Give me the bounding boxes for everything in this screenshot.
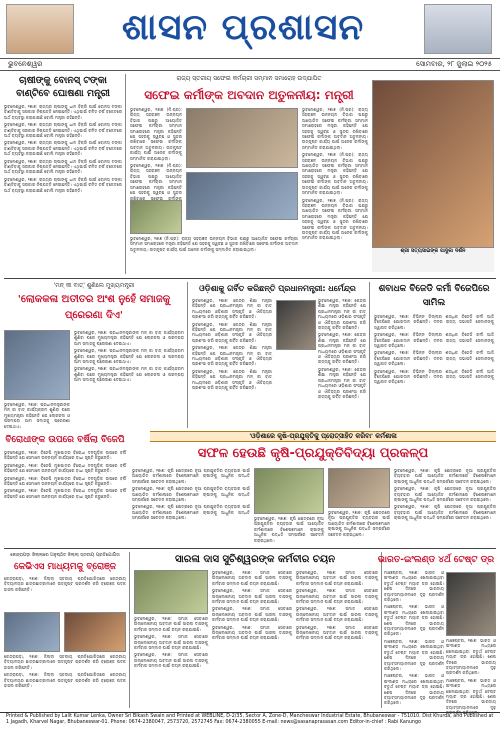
mid-center-body: ଭୁବନେଶ୍ୱର, ୨୭ା୭: କେନ୍ଦ୍ର ଶିକ୍ଷା ମନ୍ତ୍ରୀ କହିଛନ୍ତି ଯେ ପ୍ରଧାନମନ୍ତ୍ରୀ ମନ୍ କୀ ବାତ୍ ମାଧ୍ୟମରେ ଓଡ଼ିଶାର ସଂସ୍କୃତି ଓ ଐତିହ୍ୟର ପ୍ରଶଂସା କରି ରାଜ୍ୟକୁ ଗର୍ବିତ କରିଛନ୍ତି। ଭୁବନେଶ୍ୱର, ୨୭ା୭: କେନ୍ଦ୍ର ଶିକ୍ଷା ମନ୍ତ୍ରୀ କହିଛନ୍ତି ଯେ ପ୍ରଧାନମନ୍ତ୍ରୀ ମନ୍ କୀ ବାତ୍ ମାଧ୍ୟମରେ ଓଡ଼ିଶାର ସଂସ୍କୃତି ଓ ଐତିହ୍ୟର ପ୍ରଶଂସା କରି ରାଜ୍ୟକୁ ଗର୍ବିତ କରିଛନ୍ତି। ଭୁବନେଶ୍ୱର, ୨୭ା୭: କେନ୍ଦ୍ର ଶିକ୍ଷା ମନ୍ତ୍ରୀ କହିଛନ୍ତି ଯେ ପ୍ରଧାନମନ୍ତ୍ରୀ ମନ୍ କୀ ବାତ୍ ମାଧ୍ୟମରେ ଓଡ଼ିଶାର ସଂସ୍କୃତି ଓ ଐତିହ୍ୟର ପ୍ରଶଂସା କରି ରାଜ୍ୟକୁ ଗର୍ବିତ କରିଛନ୍ତି। ଭୁବନେଶ୍ୱର, ୨୭ା୭: କେନ୍ଦ୍ର ଶିକ୍ଷା ମନ୍ତ୍ରୀ କହିଛନ୍ତି ଯେ ପ୍ରଧାନମନ୍ତ୍ରୀ ମନ୍ କୀ ବାତ୍ ମାଧ୍ୟମରେ ଓଡ଼ିଶାର ସଂସ୍କୃତି ଓ ଐତିହ୍ୟର ପ୍ରଶଂସା କରି ରାଜ୍ୟକୁ ଗର୍ବିତ କରିଛନ୍ତି। [192,298,272,391]
lead-kicker: ରାଜ୍ୟ ସ୍ତରୀୟ ସଫେଇ କର୍ମଚାରୀ ସମ୍ମାନ ସମାରୋହ ଉଦ୍‌ଯାପିତ [176,75,322,82]
bottom-right-body-2: ମାଞ୍ଚେଷ୍ଟର, ୨୭ା୭: ଭାରତ ଓ ଇଂଲଣ୍ଡ ମଧ୍ୟରେ ଖେଳାଯାଇଥିବା ଚତୁର୍ଥ ଟେଷ୍ଟ ମ୍ୟାଚ ଡ୍ର ହୋଇଛି। ଶେଷ ଦିନରେ ଭାରତୀୟ ବ୍ୟାଟ୍ସମ୍ୟାନମାନେ ଦୃଢ଼ ପ୍ରଦର୍ଶନ କରିଥିଲେ। ମାଞ୍ଚେଷ୍ଟର, ୨୭ା୭: ଭାରତ ଓ ଇଂଲଣ୍ଡ ମଧ୍ୟରେ ଖେଳାଯାଇଥିବା ଚତୁର୍ଥ ଟେଷ୍ଟ ମ୍ୟାଚ ଡ୍ର ହୋଇଛି। ଶେଷ ଦିନରେ ଭାରତୀୟ ବ୍ୟାଟ୍ସମ୍ୟାନମାନେ ଦୃଢ଼ ପ୍ରଦର୍ଶନ କରିଥିଲେ। [446,638,496,716]
masthead-portrait-left [6,4,74,54]
column-rule [129,552,130,708]
mid-left-body-2: ଭୁବନେଶ୍ୱର, ୨୭ା୭: ପ୍ରଧାନମନ୍ତ୍ରୀଙ୍କ ମନ୍ କୀ ବାତ୍ କାର୍ଯ୍ୟକ୍ରମ ଶୁଣିବା ପରେ ମୁଖ୍ୟମନ୍ତ୍ରୀ କହିଛନ୍ତି ଯେ ଲୋକକଳା ଓ ପରମ୍ପରା ଆମ ସମାଜକୁ ପ୍ରେରଣା ଦେଇଥାଏ। [4,402,70,429]
left-top-headline: ଚାଷୀଙ୍କୁ ବୋନସ୍ ଟଙ୍କା ବାଣ୍ଟିବେ ଘୋଷଣା ମନ୍ତ୍ରୀ [16,75,110,99]
masthead [0,0,500,58]
bottom-left-kicker: କେନ୍ଦ୍ରାପଡ଼ା ଜିଲ୍ଲାରେ ଅନୁଷ୍ଠିତ ଜିଲ୍ଲା ସ୍ତରୀୟ ପ୍ରତିଯୋଗିତା [10,553,120,558]
tech-body-2: ଭୁବନେଶ୍ୱର, ୨୭ା୭: କୃଷି କ୍ଷେତ୍ରରେ ନୂଆ ପ୍ରଯୁକ୍ତିର ବ୍ୟବହାର ପାଇଁ ଆୟୋଜିତ କର୍ମଶାଳାରେ ବିଶେଷଜ୍ଞମାନେ ଚାଷୀଙ୍କୁ ଆଧୁନିକ ପଦ୍ଧତି ସମ୍ପର୍କରେ ସଚେତନ କରାଇଥିଲେ। [254,516,324,543]
cricket-photo [446,572,496,636]
column-rule [125,74,126,274]
tech-photo-2 [328,468,390,508]
tech-body-3: ଭୁବନେଶ୍ୱର, ୨୭ା୭: କୃଷି କ୍ଷେତ୍ରରେ ନୂଆ ପ୍ରଯୁକ୍ତିର ବ୍ୟବହାର ପାଇଁ ଆୟୋଜିତ କର୍ମଶାଳାରେ ବିଶେଷଜ୍ଞମାନେ ଚାଷୀଙ୍କୁ ଆଧୁନିକ ପଦ୍ଧତି ସମ୍ପର୍କରେ ସଚେତନ କରାଇଥିଲେ। [328,510,390,537]
bottom-left-photo-1 [4,612,60,652]
mid-left-body: ଭୁବନେଶ୍ୱର, ୨୭ା୭: ପ୍ରଧାନମନ୍ତ୍ରୀଙ୍କ ମନ୍ କୀ ବାତ୍ କାର୍ଯ୍ୟକ୍ରମ ଶୁଣିବା ପରେ ମୁଖ୍ୟମନ୍ତ୍ରୀ କହିଛନ୍ତି ଯେ ଲୋକକଳା ଓ ପରମ୍ପରା ଆମ ସମାଜକୁ ପ୍ରେରଣା ଦେଇଥାଏ। ଭୁବନେଶ୍ୱର, ୨୭ା୭: ପ୍ରଧାନମନ୍ତ୍ରୀଙ୍କ ମନ୍ କୀ ବାତ୍ କାର୍ଯ୍ୟକ୍ରମ ଶୁଣିବା ପରେ ମୁଖ୍ୟମନ୍ତ୍ରୀ କହିଛନ୍ତି ଯେ ଲୋକକଳା ଓ ପରମ୍ପରା ଆମ ସମାଜକୁ ପ୍ରେରଣା ଦେଇଥାଏ। ଭୁବନେଶ୍ୱର, ୨୭ା୭: ପ୍ରଧାନମନ୍ତ୍ରୀଙ୍କ ମନ୍ କୀ ବାତ୍ କାର୍ଯ୍ୟକ୍ରମ ଶୁଣିବା ପରେ ମୁଖ୍ୟମନ୍ତ୍ରୀ କହିଛନ୍ତି ଯେ ଲୋକକଳା ଓ ପରମ୍ପରା ଆମ ସମାଜକୁ ପ୍ରେରଣା ଦେଇଥାଏ। [74,330,184,383]
mid-left-photo [4,330,70,400]
column-rule [187,282,188,428]
newspaper-title: ଶାସନ ପ୍ରଶାସନ [121,6,365,48]
mid-center-body-2: ଭୁବନେଶ୍ୱର, ୨୭ା୭: କେନ୍ଦ୍ର ଶିକ୍ଷା ମନ୍ତ୍ରୀ କହିଛନ୍ତି ଯେ ପ୍ରଧାନମନ୍ତ୍ରୀ ମନ୍ କୀ ବାତ୍ ମାଧ୍ୟମରେ ଓଡ଼ିଶାର ସଂସ୍କୃତି ଓ ଐତିହ୍ୟର ପ୍ରଶଂସା କରି ରାଜ୍ୟକୁ ଗର୍ବିତ କରିଛନ୍ତି। ଭୁବନେଶ୍ୱର, ୨୭ା୭: କେନ୍ଦ୍ର ଶିକ୍ଷା ମନ୍ତ୍ରୀ କହିଛନ୍ତି ଯେ ପ୍ରଧାନମନ୍ତ୍ରୀ ମନ୍ କୀ ବାତ୍ ମାଧ୍ୟମରେ ଓଡ଼ିଶାର ସଂସ୍କୃତି ଓ ଐତିହ୍ୟର ପ୍ରଶଂସା କରି ରାଜ୍ୟକୁ ଗର୍ବିତ କରିଛନ୍ତି। ଭୁବନେଶ୍ୱର, ୨୭ା୭: କେନ୍ଦ୍ର ଶିକ୍ଷା ମନ୍ତ୍ରୀ କହିଛନ୍ତି ଯେ ପ୍ରଧାନମନ୍ତ୍ରୀ ମନ୍ କୀ ବାତ୍ ମାଧ୍ୟମରେ ଓଡ଼ିଶାର ସଂସ୍କୃତି ଓ ଐତିହ୍ୟର ପ୍ରଶଂସା କରି ରାଜ୍ୟକୁ ଗର୍ବିତ କରିଛନ୍ତି। [318,298,366,399]
bottom-right-headline: ଭାରତ-ଇଂଲଣ୍ଡ ୪ର୍ଥ ଟେଷ୍ଟ ଡ୍ର [377,555,495,565]
tech-body-4: ଭୁବନେଶ୍ୱର, ୨୭ା୭: କୃଷି କ୍ଷେତ୍ରରେ ନୂଆ ପ୍ରଯୁକ୍ତିର ବ୍ୟବହାର ପାଇଁ ଆୟୋଜିତ କର୍ମଶାଳାରେ ବିଶେଷଜ୍ଞମାନେ ଚାଷୀଙ୍କୁ ଆଧୁନିକ ପଦ୍ଧତି ସମ୍ପର୍କରେ ସଚେତନ କରାଇଥିଲେ। ଭୁବନେଶ୍ୱର, ୨୭ା୭: କୃଷି କ୍ଷେତ୍ରରେ ନୂଆ ପ୍ରଯୁକ୍ତିର ବ୍ୟବହାର ପାଇଁ ଆୟୋଜିତ କର୍ମଶାଳାରେ ବିଶେଷଜ୍ଞମାନେ ଚାଷୀଙ୍କୁ ଆଧୁନିକ ପଦ୍ଧତି ସମ୍ପର୍କରେ ସଚେତନ କରାଇଥିଲେ। ଭୁବନେଶ୍ୱର, ୨୭ା୭: କୃଷି କ୍ଷେତ୍ରରେ ନୂଆ ପ୍ରଯୁକ୍ତିର ବ୍ୟବହାର ପାଇଁ ଆୟୋଜିତ କର୍ମଶାଳାରେ ବିଶେଷଜ୍ଞମାନେ ଚାଷୀଙ୍କୁ ଆଧୁନିକ ପଦ୍ଧତି ସମ୍ପର୍କରେ ସଚେତନ କରାଇଥିଲେ। [394,468,496,521]
dateline-date: ସୋମବାର, ୨୮ ଜୁଲାଇ ୨୦୨୫ [416,60,492,68]
left-top-body: ଭୁବନେଶ୍ୱର, ୨୭ା୭: ରାଜ୍ୟର ଚାଷୀଙ୍କୁ ଧାନ ବିକ୍ରି ପାଇଁ ବୋନସ୍ ଟଙ୍କା ବାଣ୍ଟିବାକୁ ସରକାର ନିଷ୍ପତ୍ତି ନେଇଛନ୍ତି। ଏଥିପାଇଁ ଚଳିତ ବର୍ଷ ବଜେଟରେ ଅର୍ଥ ବ୍ୟବସ୍ଥା କରାଯାଇଛି ବୋଲି ମନ୍ତ୍ରୀ କହିଛନ୍ତି। ଭୁବନେଶ୍ୱର, ୨୭ା୭: ରାଜ୍ୟର ଚାଷୀଙ୍କୁ ଧାନ ବିକ୍ରି ପାଇଁ ବୋନସ୍ ଟଙ୍କା ବାଣ୍ଟିବାକୁ ସରକାର ନିଷ୍ପତ୍ତି ନେଇଛନ୍ତି। ଏଥିପାଇଁ ଚଳିତ ବର୍ଷ ବଜେଟରେ ଅର୍ଥ ବ୍ୟବସ୍ଥା କରାଯାଇଛି ବୋଲି ମନ୍ତ୍ରୀ କହିଛନ୍ତି। ଭୁବନେଶ୍ୱର, ୨୭ା୭: ରାଜ୍ୟର ଚାଷୀଙ୍କୁ ଧାନ ବିକ୍ରି ପାଇଁ ବୋନସ୍ ଟଙ୍କା ବାଣ୍ଟିବାକୁ ସରକାର ନିଷ୍ପତ୍ତି ନେଇଛନ୍ତି। ଏଥିପାଇଁ ଚଳିତ ବର୍ଷ ବଜେଟରେ ଅର୍ଥ ବ୍ୟବସ୍ଥା କରାଯାଇଛି ବୋଲି ମନ୍ତ୍ରୀ କହିଛନ୍ତି। ଭୁବନେଶ୍ୱର, ୨୭ା୭: ରାଜ୍ୟର ଚାଷୀଙ୍କୁ ଧାନ ବିକ୍ରି ପାଇଁ ବୋନସ୍ ଟଙ୍କା ବାଣ୍ଟିବାକୁ ସରକାର ନିଷ୍ପତ୍ତି ନେଇଛନ୍ତି। ଏଥିପାଇଁ ଚଳିତ ବର୍ଷ ବଜେଟରେ ଅର୍ଥ ବ୍ୟବସ୍ଥା କରାଯାଇଛି ବୋଲି ମନ୍ତ୍ରୀ କହିଛନ୍ତି। ଭୁବନେଶ୍ୱର, ୨୭ା୭: ରାଜ୍ୟର ଚାଷୀଙ୍କୁ ଧାନ ବିକ୍ରି ପାଇଁ ବୋନସ୍ ଟଙ୍କା ବାଣ୍ଟିବାକୁ ସରକାର ନିଷ୍ପତ୍ତି ନେଇଛନ୍ତି। ଏଥିପାଇଁ ଚଳିତ ବର୍ଷ ବଜେଟରେ ଅର୍ଥ ବ୍ୟବସ୍ଥା କରାଯାଇଛି ବୋଲି ମନ୍ତ୍ରୀ କହିଛନ୍ତି। [4,104,122,193]
left-mid2-headline: ବିରୋଧୀଙ୍କ ଉପରେ ବର୍ଷିଲା ବିଜେପି [5,435,125,445]
tech-body-1: ଭୁବନେଶ୍ୱର, ୨୭ା୭: କୃଷି କ୍ଷେତ୍ରରେ ନୂଆ ପ୍ରଯୁକ୍ତିର ବ୍ୟବହାର ପାଇଁ ଆୟୋଜିତ କର୍ମଶାଳାରେ ବିଶେଷଜ୍ଞମାନେ ଚାଷୀଙ୍କୁ ଆଧୁନିକ ପଦ୍ଧତି ସମ୍ପର୍କରେ ସଚେତନ କରାଇଥିଲେ। ଭୁବନେଶ୍ୱର, ୨୭ା୭: କୃଷି କ୍ଷେତ୍ରରେ ନୂଆ ପ୍ରଯୁକ୍ତିର ବ୍ୟବହାର ପାଇଁ ଆୟୋଜିତ କର୍ମଶାଳାରେ ବିଶେଷଜ୍ଞମାନେ ଚାଷୀଙ୍କୁ ଆଧୁନିକ ପଦ୍ଧତି ସମ୍ପର୍କରେ ସଚେତନ କରାଇଥିଲେ। ଭୁବନେଶ୍ୱର, ୨୭ା୭: କୃଷି କ୍ଷେତ୍ରରେ ନୂଆ ପ୍ରଯୁକ୍ତିର ବ୍ୟବହାର ପାଇଁ ଆୟୋଜିତ କର୍ମଶାଳାରେ ବିଶେଷଜ୍ଞମାନେ ଚାଷୀଙ୍କୁ ଆଧୁନିକ ପଦ୍ଧତି ସମ୍ପର୍କରେ ସଚେତନ କରାଇଥିଲେ। [132,468,250,521]
mid-center-headline: ଓଡ଼ିଶାକୁ ଗର୍ବିତ କରିଛନ୍ତି ପ୍ରଧାନମନ୍ତ୍ରୀ: ଧର୍ମେନ୍ଦ୍ର [199,284,356,293]
lead-body-bottom: ଭୁବନେଶ୍ୱର, ୨୭ା୭ (ନି.ପ୍ର): ରାଜ୍ୟ ସହରାଞ୍ଚଳ ଉନ୍ନୟନ ବିଭାଗ ପକ୍ଷରୁ ଆୟୋଜିତ ସଫେଇ କର୍ମଚାରୀ ସମ୍ମାନ ସମାରୋହରେ ମନ୍ତ୍ରୀ କହିଛନ୍ତି ଯେ ସହରକୁ ସ୍ୱଚ୍ଛ ଓ ସୁନ୍ଦର ରଖିବାରେ ସଫେଇ କର୍ମୀଙ୍କ ଅବଦାନ ଅତୁଳନୀୟ। ଉତ୍କୃଷ୍ଟ କାର୍ଯ୍ୟ ପାଇଁ ଅନେକ କର୍ମୀଙ୍କୁ ସମ୍ମାନିତ କରାଯାଇଥିଲା। [130,236,298,252]
bottom-center-body-1: ଭୁବନେଶ୍ୱର, ୨୭ା୭: ସମାଜ ସେବାରେ ଉଲ୍ଲେଖନୀୟ ଅବଦାନ ପାଇଁ ସାରଳା ଦାସଙ୍କୁ କର୍ମବୀର ସମ୍ମାନ ପାଇଁ ଚୟନ କରାଯାଇଛି। ଭୁବନେଶ୍ୱର, ୨୭ା୭: ସମାଜ ସେବାରେ ଉଲ୍ଲେଖନୀୟ ଅବଦାନ ପାଇଁ ସାରଳା ଦାସଙ୍କୁ କର୍ମବୀର ସମ୍ମାନ ପାଇଁ ଚୟନ କରାଯାଇଛି। ଭୁବନେଶ୍ୱର, ୨୭ା୭: ସମାଜ ସେବାରେ ଉଲ୍ଲେଖନୀୟ ଅବଦାନ ପାଇଁ ସାରଳା ଦାସଙ୍କୁ କର୍ମବୀର ସମ୍ମାନ ପାଇଁ ଚୟନ କରାଯାଇଛି। [134,616,208,669]
tech-headline: ସଫଳ ହେଉଛି କୃଷି-ପ୍ରଯୁକ୍ତିବିଦ୍ୟା ପ୍ରକଳ୍ପ [197,446,429,461]
mid-right-body: ଭୁବନେଶ୍ୱର, ୨୭ା୭: ବିଭିନ୍ନ ଜିଲ୍ଲାର ଶତାଧିକ ବିଜେଡି କର୍ମୀ ଆଜି ବିଜେପିରେ ଯୋଗଦାନ କରିଛନ୍ତି। ଦଳର ରାଜ୍ୟ ସଭାପତି ସେମାନଙ୍କୁ ସ୍ୱାଗତ କରିଥିଲେ। ଭୁବନେଶ୍ୱର, ୨୭ା୭: ବିଭିନ୍ନ ଜିଲ୍ଲାର ଶତାଧିକ ବିଜେଡି କର୍ମୀ ଆଜି ବିଜେପିରେ ଯୋଗଦାନ କରିଛନ୍ତି। ଦଳର ରାଜ୍ୟ ସଭାପତି ସେମାନଙ୍କୁ ସ୍ୱାଗତ କରିଥିଲେ। ଭୁବନେଶ୍ୱର, ୨୭ା୭: ବିଭିନ୍ନ ଜିଲ୍ଲାର ଶତାଧିକ ବିଜେଡି କର୍ମୀ ଆଜି ବିଜେପିରେ ଯୋଗଦାନ କରିଛନ୍ତି। ଦଳର ରାଜ୍ୟ ସଭାପତି ସେମାନଙ୍କୁ ସ୍ୱାଗତ କରିଥିଲେ। ଭୁବନେଶ୍ୱର, ୨୭ା୭: ବିଭିନ୍ନ ଜିଲ୍ଲାର ଶତାଧିକ ବିଜେଡି କର୍ମୀ ଆଜି ବିଜେପିରେ ଯୋଗଦାନ କରିଛନ୍ତି। ଦଳର ରାଜ୍ୟ ସଭାପତି ସେମାନଙ୍କୁ ସ୍ୱାଗତ କରିଥିଲେ। [374,314,494,385]
minister-photo [276,300,316,350]
lead-photo-small-2 [186,172,298,220]
shrine-photo [372,80,494,248]
mid-right-headline: ଶବାଧକ ବିଜେଡି କର୍ମୀ ବିଜେପିରେ ସାମିଲ [378,284,490,308]
bottom-left-photo-2 [64,612,126,652]
imprint-footer: Printed & Published by Lalit Kumar Lenka, Owner Sri Bikash Swain and Printed at WEBLINE, D-2/35, Sector A, Zone-D, Mancheswar Industrial Estate, Bhubaneswar - 751010. Dist Khurda, and Published at 1 Jagadh, Kharvel Nagar, Bhubaneswar-01. Phone: 0674-2380047, 2573720, 2572745 Fax: 0674-2380055 E-mail: news@sasanaprasasan.com Editor-in-chief : Rabi Kanungo [0,712,500,730]
tech-photo-1 [254,468,324,514]
column-rule [369,282,370,428]
left-mid2-body: ଭୁବନେଶ୍ୱର, ୨୭ା୭: ବିଜେପି ମୁଖପାତ୍ର ବିରୋଧୀ ଦଳଗୁଡ଼ିକ ଉପରେ ବର୍ଷି କହିଛନ୍ତି ଯେ ସେମାନେ ଉନ୍ନୟନ କାର୍ଯ୍ୟରେ ବାଧା ସୃଷ୍ଟି କରୁଛନ୍ତି। ଭୁବନେଶ୍ୱର, ୨୭ା୭: ବିଜେପି ମୁଖପାତ୍ର ବିରୋଧୀ ଦଳଗୁଡ଼ିକ ଉପରେ ବର୍ଷି କହିଛନ୍ତି ଯେ ସେମାନେ ଉନ୍ନୟନ କାର୍ଯ୍ୟରେ ବାଧା ସୃଷ୍ଟି କରୁଛନ୍ତି। ଭୁବନେଶ୍ୱର, ୨୭ା୭: ବିଜେପି ମୁଖପାତ୍ର ବିରୋଧୀ ଦଳଗୁଡ଼ିକ ଉପରେ ବର୍ଷି କହିଛନ୍ତି ଯେ ସେମାନେ ଉନ୍ନୟନ କାର୍ଯ୍ୟରେ ବାଧା ସୃଷ୍ଟି କରୁଛନ୍ତି। ଭୁବନେଶ୍ୱର, ୨୭ା୭: ବିଜେପି ମୁଖପାତ୍ର ବିରୋଧୀ ଦଳଗୁଡ଼ିକ ଉପରେ ବର୍ଷି କହିଛନ୍ତି ଯେ ସେମାନେ ଉନ୍ନୟନ କାର୍ଯ୍ୟରେ ବାଧା ସୃଷ୍ଟି କରୁଛନ୍ତି। [4,450,126,499]
dateline-city: ଭୁବନେଶ୍ୱର [8,60,43,68]
mid-left-headline: 'ଲୋକକଳା ଅତୀତର ଅଂଶ ନୁହେଁ ସମାଜକୁ ପ୍ରେରଣା ଦିଏ' [17,294,171,321]
bottom-center-body-2: ଭୁବନେଶ୍ୱର, ୨୭ା୭: ସମାଜ ସେବାରେ ଉଲ୍ଲେଖନୀୟ ଅବଦାନ ପାଇଁ ସାରଳା ଦାସଙ୍କୁ କର୍ମବୀର ସମ୍ମାନ ପାଇଁ ଚୟନ କରାଯାଇଛି। ଭୁବନେଶ୍ୱର, ୨୭ା୭: ସମାଜ ସେବାରେ ଉଲ୍ଲେଖନୀୟ ଅବଦାନ ପାଇଁ ସାରଳା ଦାସଙ୍କୁ କର୍ମବୀର ସମ୍ମାନ ପାଇଁ ଚୟନ କରାଯାଇଛି। ଭୁବନେଶ୍ୱର, ୨୭ା୭: ସମାଜ ସେବାରେ ଉଲ୍ଲେଖନୀୟ ଅବଦାନ ପାଇଁ ସାରଳା ଦାସଙ୍କୁ କର୍ମବୀର ସମ୍ମାନ ପାଇଁ ଚୟନ କରାଯାଇଛି। ଭୁବନେଶ୍ୱର, ୨୭ା୭: ସମାଜ ସେବାରେ ଉଲ୍ଲେଖନୀୟ ଅବଦାନ ପାଇଁ ସାରଳା ଦାସଙ୍କୁ କର୍ମବୀର ସମ୍ମାନ ପାଇଁ ଚୟନ କରାଯାଇଛି। [212,570,292,641]
column-rule [381,552,382,708]
dateline [0,58,500,71]
bottom-center-photo [134,570,208,614]
bottom-left-headline: କେଭିଏସ ମାଧ୍ୟମକୁ ବ୍ରୋଞ୍ଜ [13,562,117,572]
masthead-portrait-right [424,4,492,54]
lead-headline: ସଫେଇ କର୍ମୀଙ୍କ ଅବଦାନ ଅତୁଳନୀୟ: ମନ୍ତ୍ରୀ [144,88,354,102]
bottom-left-body: କେନ୍ଦ୍ରାପଡ଼ା, ୨୭ା୭: ଜିଲ୍ଲା ସ୍ତରୀୟ ପ୍ରତିଯୋଗିତାରେ କେନ୍ଦ୍ରୀୟ ବିଦ୍ୟାଳୟର ଛାତ୍ରଛାତ୍ରୀମାନେ ଉତ୍କୃଷ୍ଟ ପ୍ରଦର୍ଶନ କରି ବ୍ରୋଞ୍ଜ ପଦକ ହାସଲ କରିଛନ୍ତି। [4,576,126,592]
section-rule [4,278,496,279]
lead-body-col3: ଭୁବନେଶ୍ୱର, ୨୭ା୭ (ନି.ପ୍ର): ରାଜ୍ୟ ସହରାଞ୍ଚଳ ଉନ୍ନୟନ ବିଭାଗ ପକ୍ଷରୁ ଆୟୋଜିତ ସଫେଇ କର୍ମଚାରୀ ସମ୍ମାନ ସମାରୋହରେ ମନ୍ତ୍ରୀ କହିଛନ୍ତି ଯେ ସହରକୁ ସ୍ୱଚ୍ଛ ଓ ସୁନ୍ଦର ରଖିବାରେ ସଫେଇ କର୍ମୀଙ୍କ ଅବଦାନ ଅତୁଳନୀୟ। ଉତ୍କୃଷ୍ଟ କାର୍ଯ୍ୟ ପାଇଁ ଅନେକ କର୍ମୀଙ୍କୁ ସମ୍ମାନିତ କରାଯାଇଥିଲା। ଭୁବନେଶ୍ୱର, ୨୭ା୭ (ନି.ପ୍ର): ରାଜ୍ୟ ସହରାଞ୍ଚଳ ଉନ୍ନୟନ ବିଭାଗ ପକ୍ଷରୁ ଆୟୋଜିତ ସଫେଇ କର୍ମଚାରୀ ସମ୍ମାନ ସମାରୋହରେ ମନ୍ତ୍ରୀ କହିଛନ୍ତି ଯେ ସହରକୁ ସ୍ୱଚ୍ଛ ଓ ସୁନ୍ଦର ରଖିବାରେ ସଫେଇ କର୍ମୀଙ୍କ ଅବଦାନ ଅତୁଳନୀୟ। ଉତ୍କୃଷ୍ଟ କାର୍ଯ୍ୟ ପାଇଁ ଅନେକ କର୍ମୀଙ୍କୁ ସମ୍ମାନିତ କରାଯାଇଥିଲା। ଭୁବନେଶ୍ୱର, ୨୭ା୭ (ନି.ପ୍ର): ରାଜ୍ୟ ସହରାଞ୍ଚଳ ଉନ୍ନୟନ ବିଭାଗ ପକ୍ଷରୁ ଆୟୋଜିତ ସଫେଇ କର୍ମଚାରୀ ସମ୍ମାନ ସମାରୋହରେ ମନ୍ତ୍ରୀ କହିଛନ୍ତି ଯେ ସହରକୁ ସ୍ୱଚ୍ଛ ଓ ସୁନ୍ଦର ରଖିବାରେ ସଫେଇ କର୍ମୀଙ୍କ ଅବଦାନ ଅତୁଳନୀୟ। ଉତ୍କୃଷ୍ଟ କାର୍ଯ୍ୟ ପାଇଁ ଅନେକ କର୍ମୀଙ୍କୁ ସମ୍ମାନିତ କରାଯାଇଥିଲା। [302,107,368,241]
bottom-left-body-2: କେନ୍ଦ୍ରାପଡ଼ା, ୨୭ା୭: ଜିଲ୍ଲା ସ୍ତରୀୟ ପ୍ରତିଯୋଗିତାରେ କେନ୍ଦ୍ରୀୟ ବିଦ୍ୟାଳୟର ଛାତ୍ରଛାତ୍ରୀମାନେ ଉତ୍କୃଷ୍ଟ ପ୍ରଦର୍ଶନ କରି ବ୍ରୋଞ୍ଜ ପଦକ ହାସଲ କରିଛନ୍ତି। କେନ୍ଦ୍ରାପଡ଼ା, ୨୭ା୭: ଜିଲ୍ଲା ସ୍ତରୀୟ ପ୍ରତିଯୋଗିତାରେ କେନ୍ଦ୍ରୀୟ ବିଦ୍ୟାଳୟର ଛାତ୍ରଛାତ୍ରୀମାନେ ଉତ୍କୃଷ୍ଟ ପ୍ରଦର୍ଶନ କରି ବ୍ରୋଞ୍ଜ ପଦକ ହାସଲ କରିଛନ୍ତି। [4,654,126,689]
lead-photo-small-1 [130,200,182,234]
lead-body-col1: ଭୁବନେଶ୍ୱର, ୨୭ା୭ (ନି.ପ୍ର): ରାଜ୍ୟ ସହରାଞ୍ଚଳ ଉନ୍ନୟନ ବିଭାଗ ପକ୍ଷରୁ ଆୟୋଜିତ ସଫେଇ କର୍ମଚାରୀ ସମ୍ମାନ ସମାରୋହରେ ମନ୍ତ୍ରୀ କହିଛନ୍ତି ଯେ ସହରକୁ ସ୍ୱଚ୍ଛ ଓ ସୁନ୍ଦର ରଖିବାରେ ସଫେଇ କର୍ମୀଙ୍କ ଅବଦାନ ଅତୁଳନୀୟ। ଉତ୍କୃଷ୍ଟ କାର୍ଯ୍ୟ ପାଇଁ ଅନେକ କର୍ମୀଙ୍କୁ ସମ୍ମାନିତ କରାଯାଇଥିଲା। ଭୁବନେଶ୍ୱର, ୨୭ା୭ (ନି.ପ୍ର): ରାଜ୍ୟ ସହରାଞ୍ଚଳ ଉନ୍ନୟନ ବିଭାଗ ପକ୍ଷରୁ ଆୟୋଜିତ ସଫେଇ କର୍ମଚାରୀ ସମ୍ମାନ ସମାରୋହରେ ମନ୍ତ୍ରୀ କହିଛନ୍ତି ଯେ ସହରକୁ ସ୍ୱଚ୍ଛ ଓ ସୁନ୍ଦର ରଖିବାରେ ସଫେଇ କର୍ମୀଙ୍କ [130,107,182,201]
shrine-photo-caption: ଶ୍ରୀ ସତ୍ୟସାଇଙ୍କ ପାଦୁକା ଦର୍ଶନ [372,248,494,272]
mid-left-kicker: 'ମନ୍ କୀ ବାତ୍' ଶୁଣିଲେ ମୁଖ୍ୟମନ୍ତ୍ରୀ [53,282,135,289]
bottom-center-body-3: ଭୁବନେଶ୍ୱର, ୨୭ା୭: ସମାଜ ସେବାରେ ଉଲ୍ଲେଖନୀୟ ଅବଦାନ ପାଇଁ ସାରଳା ଦାସଙ୍କୁ କର୍ମବୀର ସମ୍ମାନ ପାଇଁ ଚୟନ କରାଯାଇଛି। ଭୁବନେଶ୍ୱର, ୨୭ା୭: ସମାଜ ସେବାରେ ଉଲ୍ଲେଖନୀୟ ଅବଦାନ ପାଇଁ ସାରଳା ଦାସଙ୍କୁ କର୍ମବୀର ସମ୍ମାନ ପାଇଁ ଚୟନ କରାଯାଇଛି। ଭୁବନେଶ୍ୱର, ୨୭ା୭: ସମାଜ ସେବାରେ ଉଲ୍ଲେଖନୀୟ ଅବଦାନ ପାଇଁ ସାରଳା ଦାସଙ୍କୁ କର୍ମବୀର ସମ୍ମାନ ପାଇଁ ଚୟନ କରାଯାଇଛି। ଭୁବନେଶ୍ୱର, ୨୭ା୭: ସମାଜ ସେବାରେ ଉଲ୍ଲେଖନୀୟ ଅବଦାନ ପାଇଁ ସାରଳା ଦାସଙ୍କୁ କର୍ମବୀର ସମ୍ମାନ ପାଇଁ ଚୟନ କରାଯାଇଛି। [296,570,378,641]
bottom-right-body: ମାଞ୍ଚେଷ୍ଟର, ୨୭ା୭: ଭାରତ ଓ ଇଂଲଣ୍ଡ ମଧ୍ୟରେ ଖେଳାଯାଇଥିବା ଚତୁର୍ଥ ଟେଷ୍ଟ ମ୍ୟାଚ ଡ୍ର ହୋଇଛି। ଶେଷ ଦିନରେ ଭାରତୀୟ ବ୍ୟାଟ୍ସମ୍ୟାନମାନେ ଦୃଢ଼ ପ୍ରଦର୍ଶନ କରିଥିଲେ। ମାଞ୍ଚେଷ୍ଟର, ୨୭ା୭: ଭାରତ ଓ ଇଂଲଣ୍ଡ ମଧ୍ୟରେ ଖେଳାଯାଇଥିବା ଚତୁର୍ଥ ଟେଷ୍ଟ ମ୍ୟାଚ ଡ୍ର ହୋଇଛି। ଶେଷ ଦିନରେ ଭାରତୀୟ ବ୍ୟାଟ୍ସମ୍ୟାନମାନେ ଦୃଢ଼ ପ୍ରଦର୍ଶନ କରିଥିଲେ। ମାଞ୍ଚେଷ୍ଟର, ୨୭ା୭: ଭାରତ ଓ ଇଂଲଣ୍ଡ ମଧ୍ୟରେ ଖେଳାଯାଇଥିବା ଚତୁର୍ଥ ଟେଷ୍ଟ ମ୍ୟାଚ ଡ୍ର ହୋଇଛି। ଶେଷ ଦିନରେ ଭାରତୀୟ ବ୍ୟାଟ୍ସମ୍ୟାନମାନେ ଦୃଢ଼ ପ୍ରଦର୍ଶନ କରିଥିଲେ। ମାଞ୍ଚେଷ୍ଟର, ୨୭ା୭: ଭାରତ ଓ ଇଂଲଣ୍ଡ ମଧ୍ୟରେ ଖେଳାଯାଇଥିବା ଚତୁର୍ଥ ଟେଷ୍ଟ ମ୍ୟାଚ ଡ୍ର ହୋଇଛି। ଶେଷ ଦିନରେ ଭାରତୀୟ ବ୍ୟାଟ୍ସମ୍ୟାନମାନେ ଦୃଢ଼ ପ୍ରଦର୍ଶନ କରିଥିଲେ। [384,570,444,706]
lead-photo [186,108,298,168]
tech-banner: 'ଓଡ଼ିଶାରେ କୃଷି-ପ୍ରଯୁକ୍ତିକୁ ପ୍ରୋତ୍ସାହିତ କରିବା' କର୍ମଶାଳା [150,431,496,442]
section-rule [4,548,496,549]
bottom-center-headline: ସାରଳା ଦାସ ସୁଚିଶ୍ୱରଙ୍କ କର୍ମବୀର ଚୟନ [174,554,336,565]
